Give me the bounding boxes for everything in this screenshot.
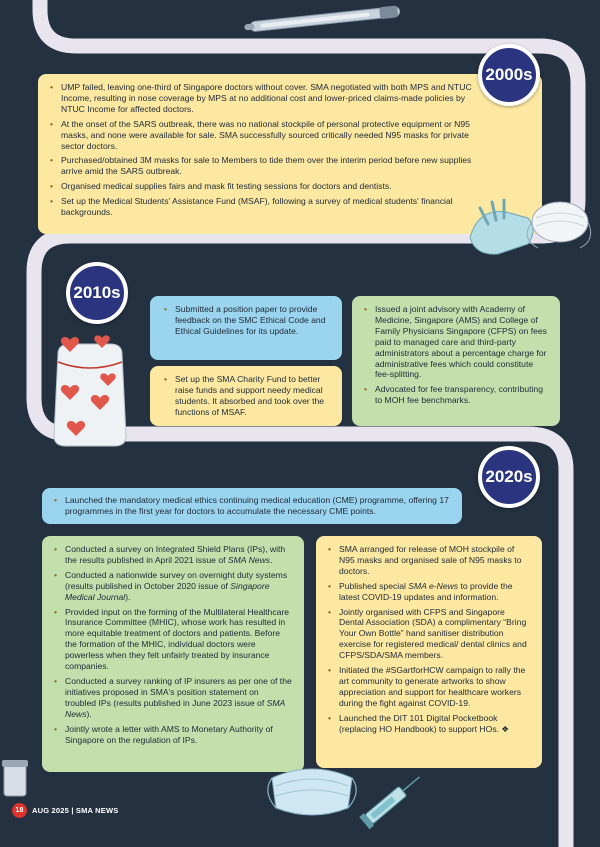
list-item: • Submitted a position paper to provide feedback on the SMC Ethical Code and Ethical Guidelines for its update.: [164, 304, 330, 337]
list-item: • Launched the DIT 101 Digital Pocketbook (replacing HO Handbook) to support HOs. ❖: [328, 713, 530, 735]
list-item: • Conducted a survey on Integrated Shield Plans (IPs), with the results published in April 2021 issue of SMA News.: [54, 544, 292, 566]
list-item: • Initiated the #SGartforHCW campaign to rally the art community to generate artworks to show appreciation and support for healthcare workers during the fight against COVID-19.: [328, 665, 530, 709]
list-item: • Jointly organised with CFPS and Singapore Dental Association (SDA) a complimentary “Bring Your Own Bottle” hand sanitiser distribution exercise for registered medical/ dental clinics and CFPS/SDA/SMA members.: [328, 607, 530, 662]
list-item: • Organised medical supplies fairs and mask fit testing sessions for doctors and dentists.: [50, 181, 472, 192]
decade-badge-2010s: 2010s: [66, 262, 128, 324]
list-item: • Set up the Medical Students' Assistance Fund (MSAF), following a survey of medical students' financial backgrounds.: [50, 196, 472, 218]
list-item: • Set up the SMA Charity Fund to better raise funds and support needy medical students. It absorbed and took over the functions of MSAF.: [164, 374, 330, 418]
card-2020s-green: [42, 536, 304, 772]
list-item: • Purchased/obtained 3M masks for sale to Members to tide them over the interim period before new supplies arrive amid the SARS outbreak.: [50, 155, 472, 177]
face-mask-illustration: [262, 756, 362, 826]
decade-badge-2000s: 2000s: [478, 44, 540, 106]
list-item: • Published special SMA e-News to provide the latest COVID-19 updates and information.: [328, 581, 530, 603]
card-2010s-yellow: [150, 366, 342, 426]
list-item: • Advocated for fee transparency, contributing to MOH fee benchmarks.: [364, 384, 548, 406]
list-item: • At the onset of the SARS outbreak, there was no national stockpile of personal protective equipment or N95 masks, and none were available for sale. SMA successfully sourced critically needed N95 masks for private sector doctors.: [50, 119, 472, 152]
list-item: • Provided input on the forming of the Multilateral Healthcare Insurance Committee (MHIC), whose work has resulted in more equitable treatment of doctors and patients. Before the formation of the MHIC, individual doctors were powerless when they felt unfairly treated by insurance companies.: [54, 607, 292, 672]
list-item: • Jointly wrote a letter with AMS to Monetary Authority of Singapore on the regulation of IPs.: [54, 724, 292, 746]
pill-bottle-illustration: [0, 756, 40, 800]
card-2020s-blue: [42, 488, 462, 524]
publication-label: AUG 2025 | SMA NEWS: [32, 806, 119, 815]
list-item: • Launched the mandatory medical ethics continuing medical education (CME) programme, offering 17 programmes in the first year for doctors to accumulate the necessary CME points.: [54, 495, 450, 517]
syringe-illustration: [352, 762, 432, 838]
mask-and-gloves-illustration: [458, 178, 598, 268]
page-number: 18: [12, 803, 27, 818]
list-2000s: [50, 82, 472, 218]
list-item: • Issued a joint advisory with Academy of Medicine, Singapore (AMS) and College of Family Physicians Singapore (CFPS) on fees paid to managed care and third-party administrators about a percentage charge for administrative fees which could constitute fee-splitting.: [364, 304, 548, 380]
card-2020s-yellow: [316, 536, 542, 768]
end-mark-icon: ❖: [501, 723, 510, 734]
card-2010s-blue: [150, 296, 342, 360]
card-2010s-green: [352, 296, 560, 426]
list-item: • SMA arranged for release of MOH stockpile of N95 masks and organised sale of N95 masks to doctors.: [328, 544, 530, 577]
list-item: • Conducted a nationwide survey on overnight duty systems (results published in October 2020 issue of Singapore Medical Journal).: [54, 570, 292, 603]
list-item: • UMP failed, leaving one-third of Singapore doctors without cover. SMA negotiated with both MPS and NTUC Income, resulting in nose coverage by MPS at no additional cost and lower-priced claims-made policies by NTUC Income for affected doctors.: [50, 82, 472, 115]
list-item: • Conducted a survey ranking of IP insurers as per one of the initiatives proposed in SMA's position statement on troubled IPs (results published in June 2023 issue of SMA News).: [54, 676, 292, 720]
page-footer: [12, 803, 118, 818]
thermometer-illustration: [240, 4, 410, 34]
jar-of-hearts-illustration: [40, 332, 140, 452]
decade-badge-2020s: 2020s: [478, 446, 540, 508]
